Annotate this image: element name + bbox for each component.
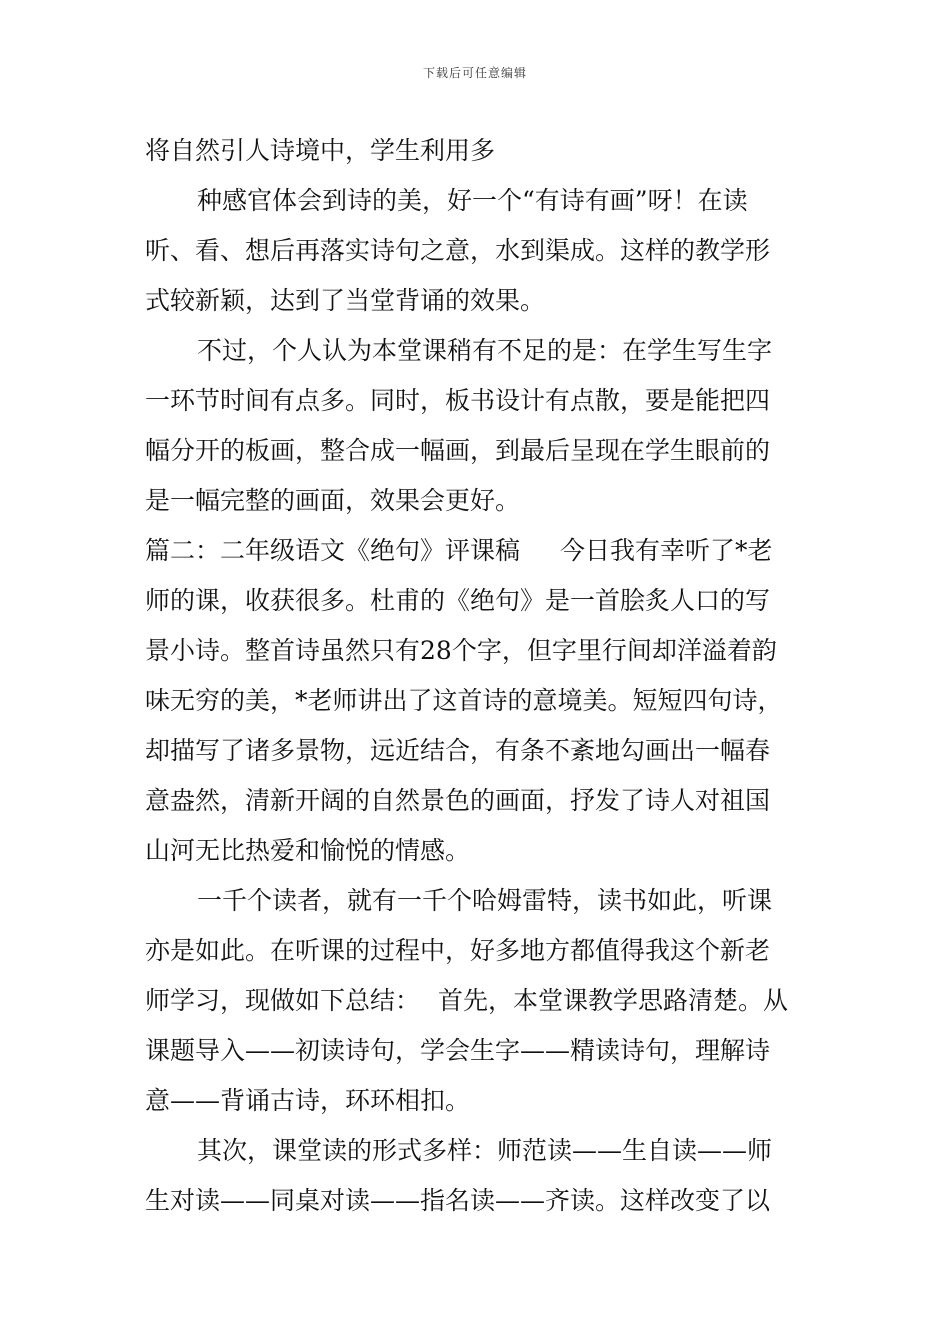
text-line-fragment: 首先，本堂课教学思路清楚。从 [438, 986, 789, 1015]
text-line: 式较新颖，达到了当堂背诵的效果。 [145, 286, 546, 315]
text-line: 亦是如此。在听课的过程中，好多地方都值得我这个新老 [145, 936, 771, 965]
text-line: 其次，课堂读的形式多样：师范读——生自读——师 [197, 1136, 773, 1165]
text-line: 一千个读者，就有一千个哈姆雷特，读书如此，听课 [197, 886, 773, 915]
text-line: 意盎然，清新开阔的自然景色的画面，抒发了诗人对祖国 [145, 786, 771, 815]
text-line: 一环节时间有点多。同时，板书设计有点散，要是能把四 [145, 386, 771, 415]
text-line: 意——背诵古诗，环环相扣。 [145, 1086, 471, 1115]
header-note: 下载后可任意编辑 [422, 66, 527, 80]
document-body [145, 126, 805, 1226]
section-heading-line [145, 526, 805, 576]
text-line: 景小诗。整首诗虽然只有28个字，但字里行间却洋溢着韵 [145, 636, 777, 665]
text-line: 却描写了诸多景物，远近结合，有条不紊地勾画出一幅春 [145, 736, 771, 765]
text-line-fragment: 师学习，现做如下总结： [145, 986, 421, 1015]
text-line: 幅分开的板画，整合成一幅画，到最后呈现在学生眼前的 [145, 436, 771, 465]
text-line: 课题导入——初读诗句，学会生字——精读诗句，理解诗 [145, 1036, 771, 1065]
text-line: 山河无比热爱和愉悦的情感。 [145, 836, 471, 865]
text-line: 将自然引人诗境中，学生利用多 [145, 136, 496, 165]
section-heading: 篇二：二年级语文《绝句》评课稿 [145, 536, 521, 565]
text-line: 师的课，收获很多。杜甫的《绝句》是一首脍炙人口的写 [145, 586, 771, 615]
text-line-combined [145, 976, 805, 1026]
text-line: 听、看、想后再落实诗句之意，水到渠成。这样的教学形 [145, 236, 771, 265]
text-line-fragment: 今日我有幸听了*老 [560, 536, 773, 565]
text-line: 种感官体会到诗的美，好一个“有诗有画”呀！在读 [197, 186, 748, 215]
text-line: 生对读——同桌对读——指名读——齐读。这样改变了以 [145, 1186, 771, 1215]
text-line: 味无穷的美，*老师讲出了这首诗的意境美。短短四句诗， [145, 686, 783, 715]
text-line: 不过，个人认为本堂课稍有不足的是：在学生写生字 [197, 336, 773, 365]
text-line: 是一幅完整的画面，效果会更好。 [145, 486, 521, 515]
